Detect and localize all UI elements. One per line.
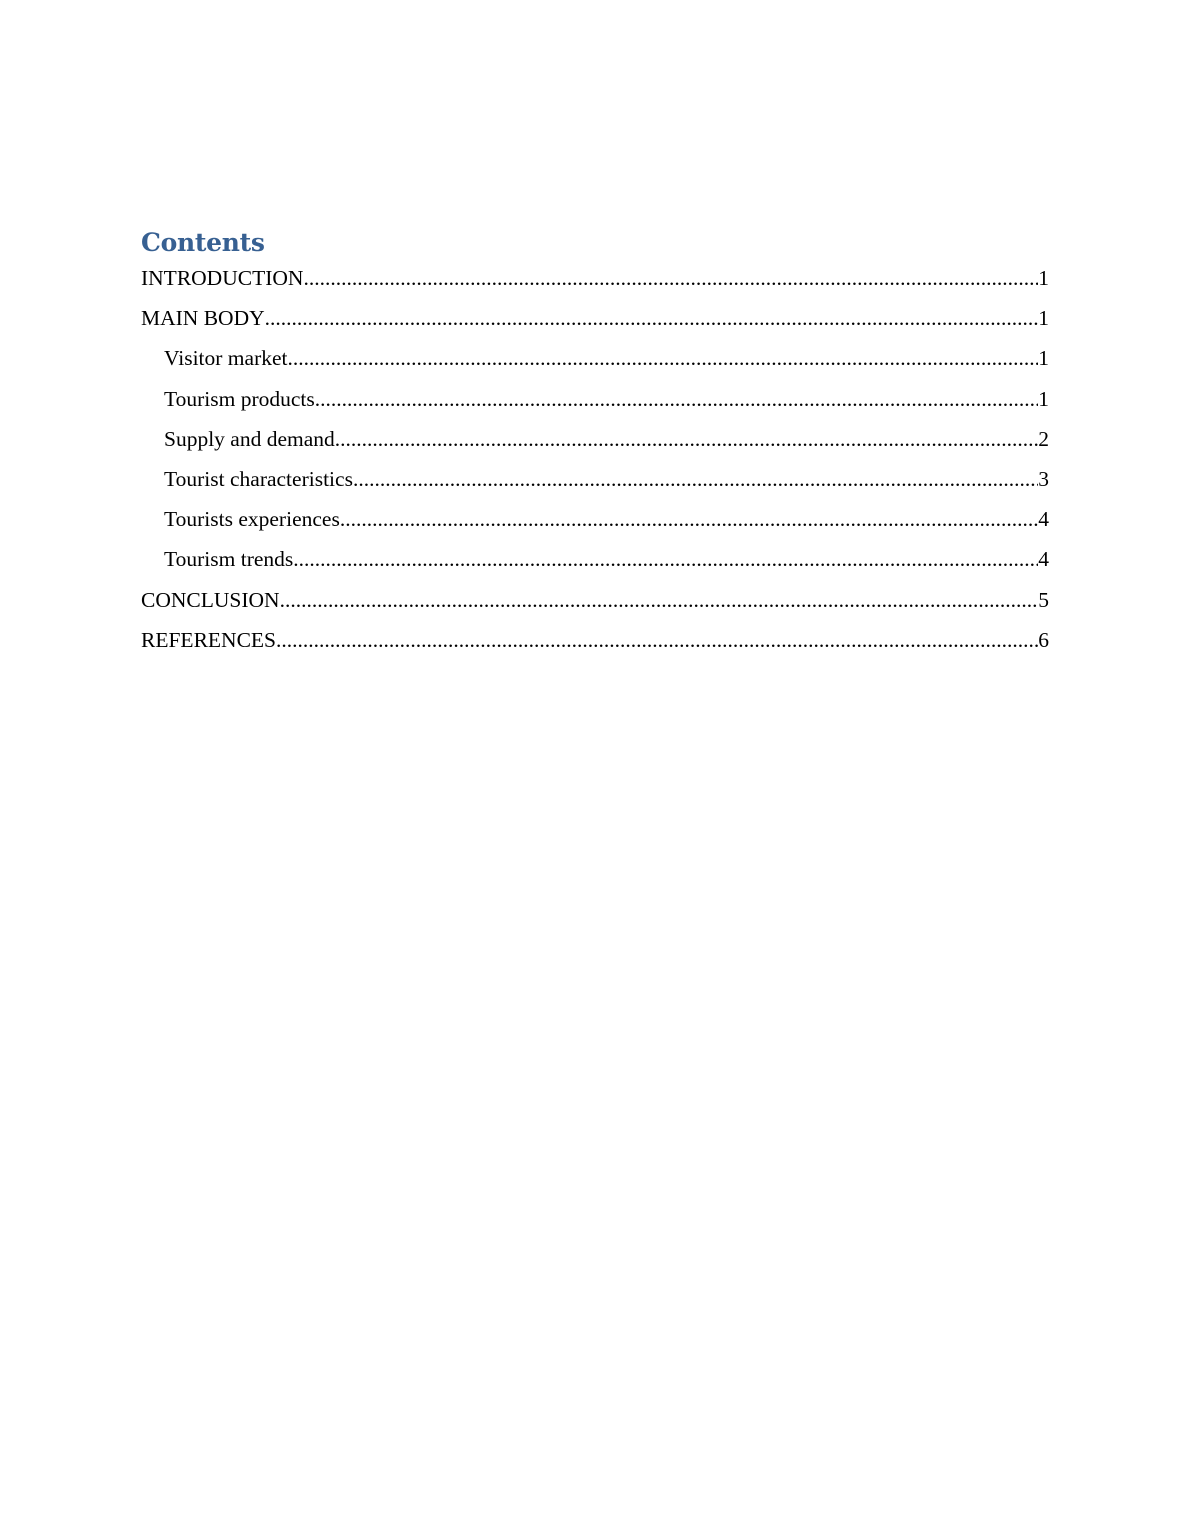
- dot-leader: [293, 541, 1038, 577]
- toc-page-number: 6: [1038, 627, 1049, 652]
- toc-entry-label: CONCLUSION: [141, 587, 280, 612]
- toc-entry-tourism-products[interactable]: [141, 381, 1049, 421]
- toc-entry-label: Supply and demand: [164, 426, 335, 451]
- dot-leader: [303, 260, 1038, 296]
- toc-entry-tourist-characteristics[interactable]: [141, 461, 1049, 501]
- toc-page-number: 1: [1038, 266, 1049, 290]
- toc-entry-tourists-experiences[interactable]: [141, 501, 1049, 541]
- toc-entry-label: Tourism products: [164, 386, 315, 411]
- toc-page-number: 4: [1038, 547, 1049, 572]
- toc-entry-conclusion[interactable]: [141, 582, 1049, 622]
- toc-list: [141, 260, 1049, 662]
- toc-page-number: 1: [1038, 346, 1049, 371]
- toc-page-number: 3: [1038, 466, 1049, 491]
- toc-entry-tourism-trends[interactable]: [141, 541, 1049, 581]
- toc-page-number: 1: [1038, 386, 1049, 411]
- toc-entry-references[interactable]: [141, 622, 1049, 662]
- table-of-contents: [141, 226, 1049, 662]
- dot-leader: [280, 582, 1039, 618]
- toc-entry-visitor-market[interactable]: [141, 340, 1049, 380]
- dot-leader: [265, 300, 1039, 336]
- toc-heading: Contents: [141, 228, 265, 257]
- toc-page-number: 4: [1038, 507, 1049, 532]
- toc-entry-label: MAIN BODY: [141, 306, 265, 331]
- dot-leader: [276, 622, 1038, 658]
- toc-page-number: 5: [1038, 587, 1049, 612]
- toc-page-number: 2: [1038, 426, 1049, 451]
- toc-page-number: 1: [1038, 306, 1049, 331]
- toc-entry-label: Tourist characteristics: [164, 466, 353, 491]
- toc-entry-main-body[interactable]: [141, 300, 1049, 340]
- toc-entry-label: INTRODUCTION: [141, 266, 304, 290]
- toc-entry-label: REFERENCES: [141, 627, 276, 652]
- toc-entry-label: Tourists experiences: [164, 507, 340, 532]
- toc-entry-label: Tourism trends: [164, 547, 294, 572]
- toc-entry-supply-and-demand[interactable]: [141, 421, 1049, 461]
- dot-leader: [315, 381, 1038, 417]
- dot-leader: [335, 421, 1038, 457]
- dot-leader: [340, 501, 1038, 537]
- toc-entry-label: Visitor market: [164, 346, 288, 371]
- toc-entry-introduction[interactable]: [141, 260, 1049, 300]
- dot-leader: [288, 340, 1039, 376]
- dot-leader: [353, 461, 1038, 497]
